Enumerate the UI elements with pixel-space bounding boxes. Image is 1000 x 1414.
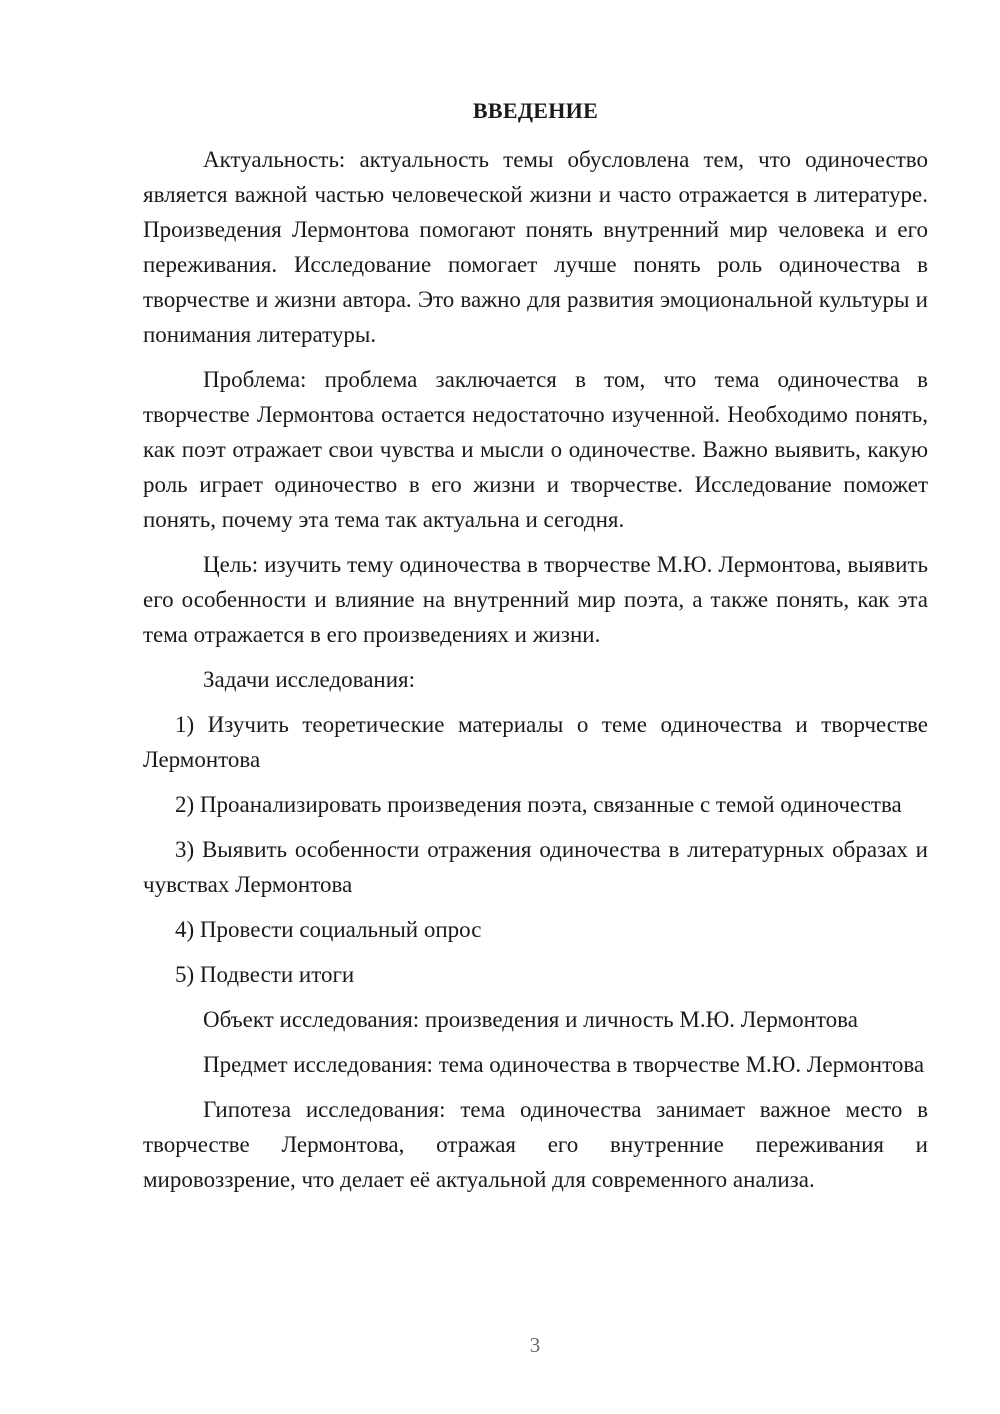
page-number: 3 bbox=[529, 1333, 541, 1357]
object-paragraph: Объект исследования: произведения и личность М.Ю. Лермонтова bbox=[203, 1007, 858, 1032]
subject-paragraph: Предмет исследования: тема одиночества в творчестве М.Ю. Лермонтова bbox=[203, 1052, 925, 1077]
task-item-4: 4) Провести социальный опрос bbox=[175, 917, 482, 942]
goal-paragraph: Цель: изучить тему одиночества в творчестве М.Ю. Лермонтова, выявить его особенности и влияние на внутренний мир поэта, а также понять, как эта тема отражается в его произведениях и жизни. bbox=[143, 552, 928, 647]
task-item-2: 2) Проанализировать произведения поэта, связанные с темой одиночества bbox=[175, 792, 902, 817]
section-title: ВВЕДЕНИЕ bbox=[472, 98, 599, 123]
task-item-1: 1) Изучить теоретические материалы о теме одиночества и творчестве Лермонтова bbox=[143, 712, 928, 772]
relevance-paragraph: Актуальность: актуальность темы обусловлена тем, что одиночество является важной частью человеческой жизни и часто отражается в литературе. Произведения Лермонтова помогают понять внутренний мир человека и его переживания. Исследование помогает лучше понять роль одиночества в творчестве и жизни автора. Это важно для развития эмоциональной культуры и понимания литературы. bbox=[143, 147, 928, 347]
hypothesis-paragraph: Гипотеза исследования: тема одиночества занимает важное место в творчестве Лермонтова, отражая его внутренние переживания и мировоззрение, что делает её актуальной для современного анализа. bbox=[143, 1097, 928, 1192]
task-item-3: 3) Выявить особенности отражения одиночества в литературных образах и чувствах Лермонтова bbox=[143, 837, 928, 897]
page-content bbox=[143, 96, 928, 1207]
task-item-5: 5) Подвести итоги bbox=[175, 962, 355, 987]
problem-paragraph: Проблема: проблема заключается в том, что тема одиночества в творчестве Лермонтова остается недостаточно изученной. Необходимо понять, как поэт отражает свои чувства и мысли о одиночестве. Важно выявить, какую роль играет одиночество в его жизни и творчестве. Исследование поможет понять, почему эта тема так актуальна и сегодня. bbox=[143, 367, 928, 532]
tasks-heading: Задачи исследования: bbox=[203, 667, 416, 692]
